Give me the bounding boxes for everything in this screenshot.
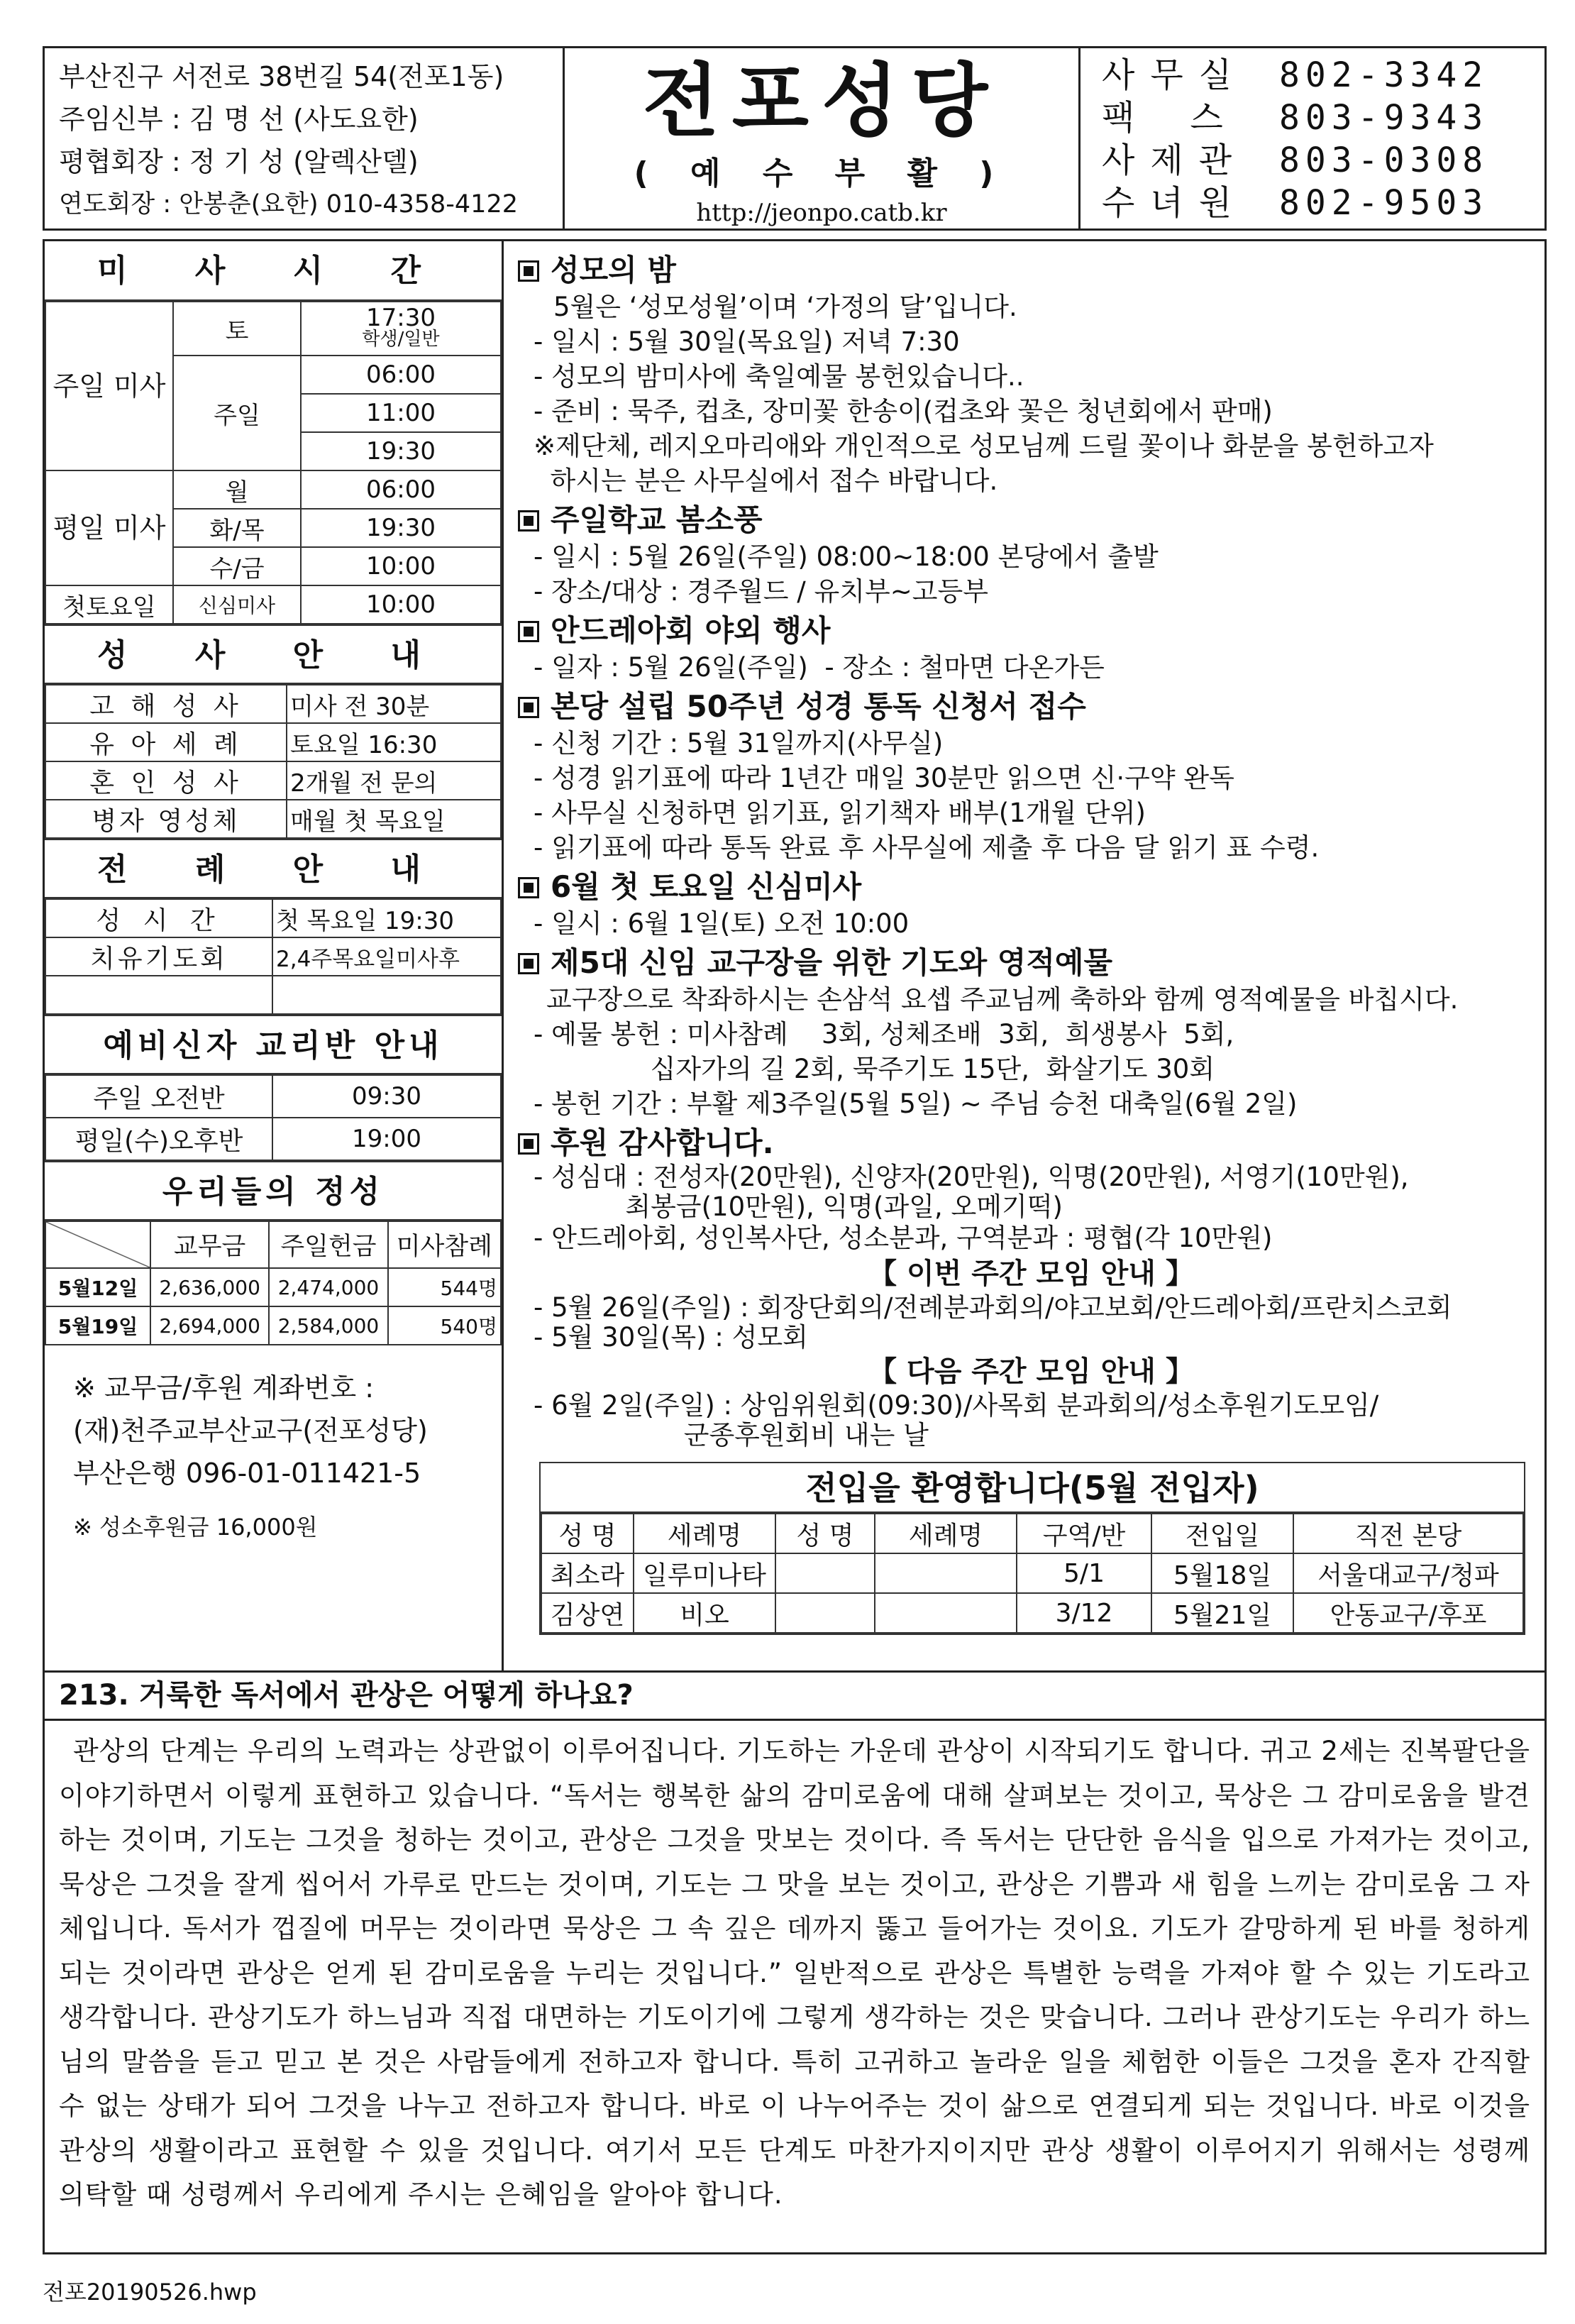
contact-number: 802-3342 (1279, 55, 1489, 95)
pastor-name: 주임신부 : 김 명 선 (사도요한) (59, 104, 419, 135)
newcomer-cell: 안동교구/후포 (1293, 1593, 1523, 1633)
council-president: 평협회장 : 정 기 성 (알렉산델) (59, 146, 419, 177)
offering-header: 미사참례 (388, 1221, 501, 1268)
saturday-note: 학생/일반 (362, 329, 440, 350)
weekday-mass-label: 평일 미사 (45, 470, 173, 585)
newcomer-cell: 일루미나타 (634, 1553, 775, 1593)
notice-title: 본당 설립 50주년 성경 통독 신청서 접수 (551, 689, 1086, 724)
sacrament-info: 미사 전 30분 (287, 685, 501, 723)
notice-title: 안드레아회 야외 행사 (551, 613, 831, 648)
newcomer-cell: 김상연 (541, 1593, 634, 1633)
liturgy-info: 첫 목요일 19:30 (272, 899, 501, 937)
notice-title: 후원 감사합니다. (551, 1125, 774, 1160)
contact-row (1102, 139, 1549, 182)
notice-heading (518, 501, 1544, 539)
notices-panel (504, 239, 1547, 1673)
offering-amount: 2,474,000 (269, 1268, 387, 1306)
class-time: 09:30 (272, 1075, 501, 1118)
square-bullet-icon (518, 260, 539, 282)
saturday-label: 토 (173, 302, 301, 356)
contact-label: 팩스 (1102, 98, 1278, 138)
schedule-sidebar (43, 239, 504, 1673)
notice-title: 성모의 밤 (551, 253, 676, 287)
sacrament-info: 토요일 16:30 (287, 723, 501, 761)
mass-times-title: 미 사 시 간 (45, 241, 502, 301)
notice-line: - 안드레아회, 성인복사단, 성소분과, 구역분과 : 평협(각 10만원) (534, 1223, 1273, 1253)
article-body: 관상의 단계는 우리의 노력과는 상관없이 이루어집니다. 기도하는 가운데 관상이 시작되기도 합니다. 귀고 2세는 진복팔단을 이야기하면서 이렇게 표현하고 있습니다. “독서는 행복한 삶의 감미로움에 대해 살펴보는 것이고, 묵상은 그 감미로움을 발견하는 것이며, 기도는 그것을 청하는 것이고, 관상은 그것을 맛보는 것이다. 즉 독서는 단단한 음식을 입으로 가져가는 것이고, 묵상은 그것을 잘게 씹어서 가루로 만드는 것이며, 기도는 그 맛을 보는 것이고, 관상은 기쁨과 새 힘을 느끼는 감미로움 그 자체입니다. 독서가 껍질에 머무는 것이라면 묵상은 그 속 깊은 데까지 뚫고 들어가는 것이요. 기도가 갈망하게 된 바를 청하게 되는 것이라면 관상은 얻게 된 감미로움을 누리는 것입니다.” 일반적으로 관상은 특별한 능력을 가져야 할 수 있는 기도라고 생각합니다. 관상기도가 하느님과 직접 대면하는 기도이기에 그렇게 생각하는 것은 맞습니다. 그러나 관상기도는 우리가 하느님의 말씀을 듣고 믿고 본 것은 사람들에게 전하고자 합니다. 특히 고귀하고 놀라운 일을 체험한 이들은 그것을 혼자 간직할 수 없는 상태가 되어 그것을 나누고 전하고자 합니다. 바로 이 나누어주는 것이 삶으로 연결되게 되는 것입니다. 바로 이것을 관상의 생활이라고 표현할 수 있을 것입니다. 여기서 모든 단계도 마찬가지이지만 관상 생활이 이루어지기 위해서는 성령께 의탁할 때 성령께서 우리에게 주시는 은혜임을 알아야 합니다. (59, 1736, 1531, 2210)
newcomers-header: 직전 본당 (1293, 1514, 1523, 1553)
newcomer-cell: 5월18일 (1151, 1553, 1293, 1593)
saturday-time (301, 302, 501, 356)
offering-date: 5월12일 (45, 1268, 150, 1306)
contact-row (1102, 54, 1549, 97)
notice-line: 최봉금(10만원), 익명(과일, 오메기떡) (534, 1191, 1063, 1222)
sunday-time: 06:00 (301, 356, 501, 394)
newcomer-cell (775, 1593, 875, 1633)
sunday-time: 19:30 (301, 432, 501, 470)
offering-corner-cell (45, 1221, 150, 1268)
parish-url[interactable]: http://jeonpo.catb.kr (696, 199, 947, 227)
newcomer-cell (875, 1553, 1017, 1593)
notice-line: - 예물 봉헌 : 미사참례 3회, 성체조배 3회, 희생봉사 5회, (534, 1019, 1234, 1050)
newcomer-cell: 3/12 (1017, 1593, 1151, 1633)
offering-amount: 2,584,000 (269, 1306, 387, 1345)
liturgy-name: 치유기도회 (45, 937, 272, 976)
notice-line: - 성심대 : 전성자(20만원), 신양자(20만원), 익명(20만원), 서영기(10만원), (534, 1162, 1409, 1192)
notice-heading (518, 251, 1544, 290)
liturgical-season: ( 예 수 부 활 ) (634, 155, 1010, 192)
sacrament-name: 혼 인 성 사 (45, 761, 287, 800)
notice-line: - 일시 : 5월 30일(목요일) 저녁 7:30 (534, 326, 960, 357)
notice-line: - 준비 : 묵주, 컵초, 장미꽃 한송이(컵초와 꽃은 청년회에서 판매) (534, 396, 1273, 426)
notice-line: - 봉헌 기간 : 부활 제3주일(5월 5일) ~ 주님 승천 대축일(6월 2일) (534, 1089, 1298, 1119)
notice-line: - 6월 2일(주일) : 상임위원회(09:30)/사목회 분과회의/성소후원기도모임/ (534, 1390, 1379, 1421)
newcomers-box (539, 1462, 1525, 1635)
liturgy-empty-cell (45, 976, 272, 1014)
contact-row (1102, 97, 1549, 139)
notice-line: - 5월 30일(목) : 성모회 (534, 1322, 808, 1353)
notice-heading (518, 1124, 1544, 1162)
sunday-time: 11:00 (301, 394, 501, 432)
notice-line: - 일시 : 6월 1일(토) 오전 10:00 (534, 908, 910, 939)
square-bullet-icon (518, 510, 539, 532)
contact-list (1081, 48, 1549, 228)
bulletin-title-block (563, 48, 1081, 228)
sacraments-title: 성 사 안 내 (45, 624, 502, 684)
newcomers-header: 전입일 (1151, 1514, 1293, 1553)
wed-fri-time: 10:00 (301, 547, 501, 585)
contact-label: 사제관 (1102, 141, 1248, 180)
notice-title: 제5대 신임 교구장을 위한 기도와 영적예물 (551, 945, 1113, 980)
offering-title: 우리들의 정성 (45, 1161, 502, 1221)
sacrament-info: 2개월 전 문의 (287, 761, 501, 800)
tue-thu-label: 화/목 (173, 509, 301, 547)
offering-date: 5월19일 (45, 1306, 150, 1345)
notice-line: - 일자 : 5월 26일(주일) - 장소 : 철마면 다온가든 (534, 652, 1105, 683)
offering-header: 주일헌금 (269, 1221, 387, 1268)
article-title: 213. 거룩한 독서에서 관상은 어떻게 하나요? (45, 1673, 1544, 1721)
liturgy-info: 2,4주목요일미사후 (272, 937, 501, 976)
first-saturday-time: 10:00 (301, 585, 501, 624)
offering-header: 교무금 (150, 1221, 269, 1268)
notice-heading (518, 688, 1544, 726)
newcomer-cell: 5/1 (1017, 1553, 1151, 1593)
contact-number: 803-0308 (1279, 141, 1489, 180)
class-time: 19:00 (272, 1118, 501, 1160)
sacrament-name: 병자 영성체 (45, 800, 287, 838)
contact-number: 802-9503 (1279, 183, 1489, 223)
contact-row (1102, 182, 1549, 224)
sunday-label: 주일 (173, 356, 301, 470)
sacrament-info: 매월 첫 목요일 (287, 800, 501, 838)
notice-line: - 신청 기간 : 5월 31일까지(사무실) (534, 728, 944, 759)
bulletin-header (43, 46, 1547, 231)
youth-president: 연도회장 : 안봉춘(요한) 010-4358-4122 (59, 190, 518, 219)
notice-line: 하시는 분은 사무실에서 접수 바랍니다. (534, 466, 998, 496)
newcomer-cell: 비오 (634, 1593, 775, 1633)
newcomers-header: 세례명 (875, 1514, 1017, 1553)
account-holder: (재)천주교부산교구(전포성당) (73, 1415, 428, 1446)
notice-title: 주일학교 봄소풍 (551, 502, 763, 537)
offering-amount: 2,636,000 (150, 1268, 269, 1306)
notice-line: 5월은 ‘성모성월’이며 ‘가정의 달’입니다. (553, 292, 1017, 322)
notice-line: 군종후원회비 내는 날 (534, 1420, 929, 1450)
sacraments-table (45, 684, 502, 839)
newcomer-cell: 서울대교구/청파 (1293, 1553, 1523, 1593)
notice-line: - 5월 26일(주일) : 회장단회의/전례분과회의/야고보회/안드레아회/프란치스코회 (534, 1292, 1452, 1323)
saturday-time-value: 17:30 (366, 304, 436, 332)
catechism-article (43, 1673, 1547, 2254)
notice-line: - 일시 : 5월 26일(주일) 08:00~18:00 본당에서 출발 (534, 541, 1159, 572)
first-saturday-label: 첫토요일 (45, 585, 173, 624)
square-bullet-icon (518, 877, 539, 898)
sunday-mass-label: 주일 미사 (45, 302, 173, 470)
catechumen-title: 예비신자 교리반 안내 (45, 1015, 502, 1074)
class-name: 평일(수)오후반 (45, 1118, 272, 1160)
sacrament-name: 유 아 세 례 (45, 723, 287, 761)
notice-line: 교구장으로 착좌하시는 손삼석 요셉 주교님께 축하와 함께 영적예물을 바칩시다. (546, 984, 1459, 1015)
liturgy-name: 성 시 간 (45, 899, 272, 937)
wed-fri-label: 수/금 (173, 547, 301, 585)
offering-count: 540명 (388, 1306, 501, 1345)
notice-heading (518, 612, 1544, 650)
tue-thu-time: 19:30 (301, 509, 501, 547)
file-name: 전포20190526.hwp (43, 2279, 257, 2306)
notice-line: 십자가의 길 2회, 묵주기도 15단, 화살기도 30회 (534, 1054, 1215, 1084)
this-week-meetings-title: 【 이번 주간 모임 안내 】 (868, 1257, 1194, 1290)
newcomers-header: 성 명 (541, 1514, 634, 1553)
offering-amount: 2,694,000 (150, 1306, 269, 1345)
square-bullet-icon (518, 697, 539, 718)
newcomer-cell (875, 1593, 1017, 1633)
offering-table (45, 1221, 502, 1345)
bulletin-title: 전포성당 (642, 55, 1001, 148)
contact-number: 803-9343 (1279, 98, 1489, 138)
notice-line: - 성모의 밤미사에 축일예물 봉헌있습니다.. (534, 361, 1024, 392)
notice-title: 6월 첫 토요일 신심미사 (551, 869, 862, 904)
notice-line: - 장소/대상 : 경주월드 / 유치부~고등부 (534, 576, 988, 607)
newcomers-header: 구역/반 (1017, 1514, 1151, 1553)
first-saturday-type: 신심미사 (173, 585, 301, 624)
parish-info (45, 48, 563, 228)
monday-time: 06:00 (301, 470, 501, 509)
catechumen-table (45, 1074, 502, 1161)
account-title: ※ 교무금/후원 계좌번호 : (73, 1372, 375, 1404)
contact-label: 사무실 (1102, 55, 1248, 95)
offering-count: 544명 (388, 1268, 501, 1306)
square-bullet-icon (518, 1133, 539, 1155)
newcomer-cell: 5월21일 (1151, 1593, 1293, 1633)
account-info (45, 1345, 502, 1548)
newcomer-cell (775, 1553, 875, 1593)
notice-heading (518, 868, 1544, 906)
notice-line: - 읽기표에 따라 통독 완료 후 사무실에 제출 후 다음 달 읽기 표 수령. (534, 832, 1320, 863)
vocation-fund-note: ※ 성소후원금 16,000원 (73, 1514, 318, 1541)
class-name: 주일 오전반 (45, 1075, 272, 1118)
newcomers-header: 세례명 (634, 1514, 775, 1553)
newcomers-table (541, 1513, 1524, 1634)
newcomers-title: 전입을 환영합니다(5월 전입자) (541, 1463, 1524, 1513)
contact-label: 수녀원 (1102, 183, 1248, 223)
liturgy-title: 전 례 안 내 (45, 839, 502, 898)
liturgy-empty-cell (272, 976, 501, 1014)
sacrament-name: 고 해 성 사 (45, 685, 287, 723)
next-week-meetings-title: 【 다음 주간 모임 안내 】 (868, 1355, 1194, 1388)
liturgy-table (45, 898, 502, 1015)
mass-times-table (45, 301, 502, 624)
newcomer-cell: 최소라 (541, 1553, 634, 1593)
monday-label: 월 (173, 470, 301, 509)
square-bullet-icon (518, 621, 539, 642)
newcomers-header: 성 명 (775, 1514, 875, 1553)
notice-line: - 사무실 신청하면 읽기표, 읽기책자 배부(1개월 단위) (534, 798, 1146, 828)
account-number: 부산은행 096-01-011421-5 (73, 1458, 421, 1489)
notice-heading (518, 944, 1544, 982)
square-bullet-icon (518, 953, 539, 974)
parish-address: 부산진구 서전로 38번길 54(전포1동) (59, 61, 504, 92)
notice-line: ※제단체, 레지오마리애와 개인적으로 성모님께 드릴 꽃이나 화분을 봉헌하고자 (534, 431, 1434, 461)
notice-line: - 성경 읽기표에 따라 1년간 매일 30분만 읽으면 신·구약 완독 (534, 763, 1234, 793)
